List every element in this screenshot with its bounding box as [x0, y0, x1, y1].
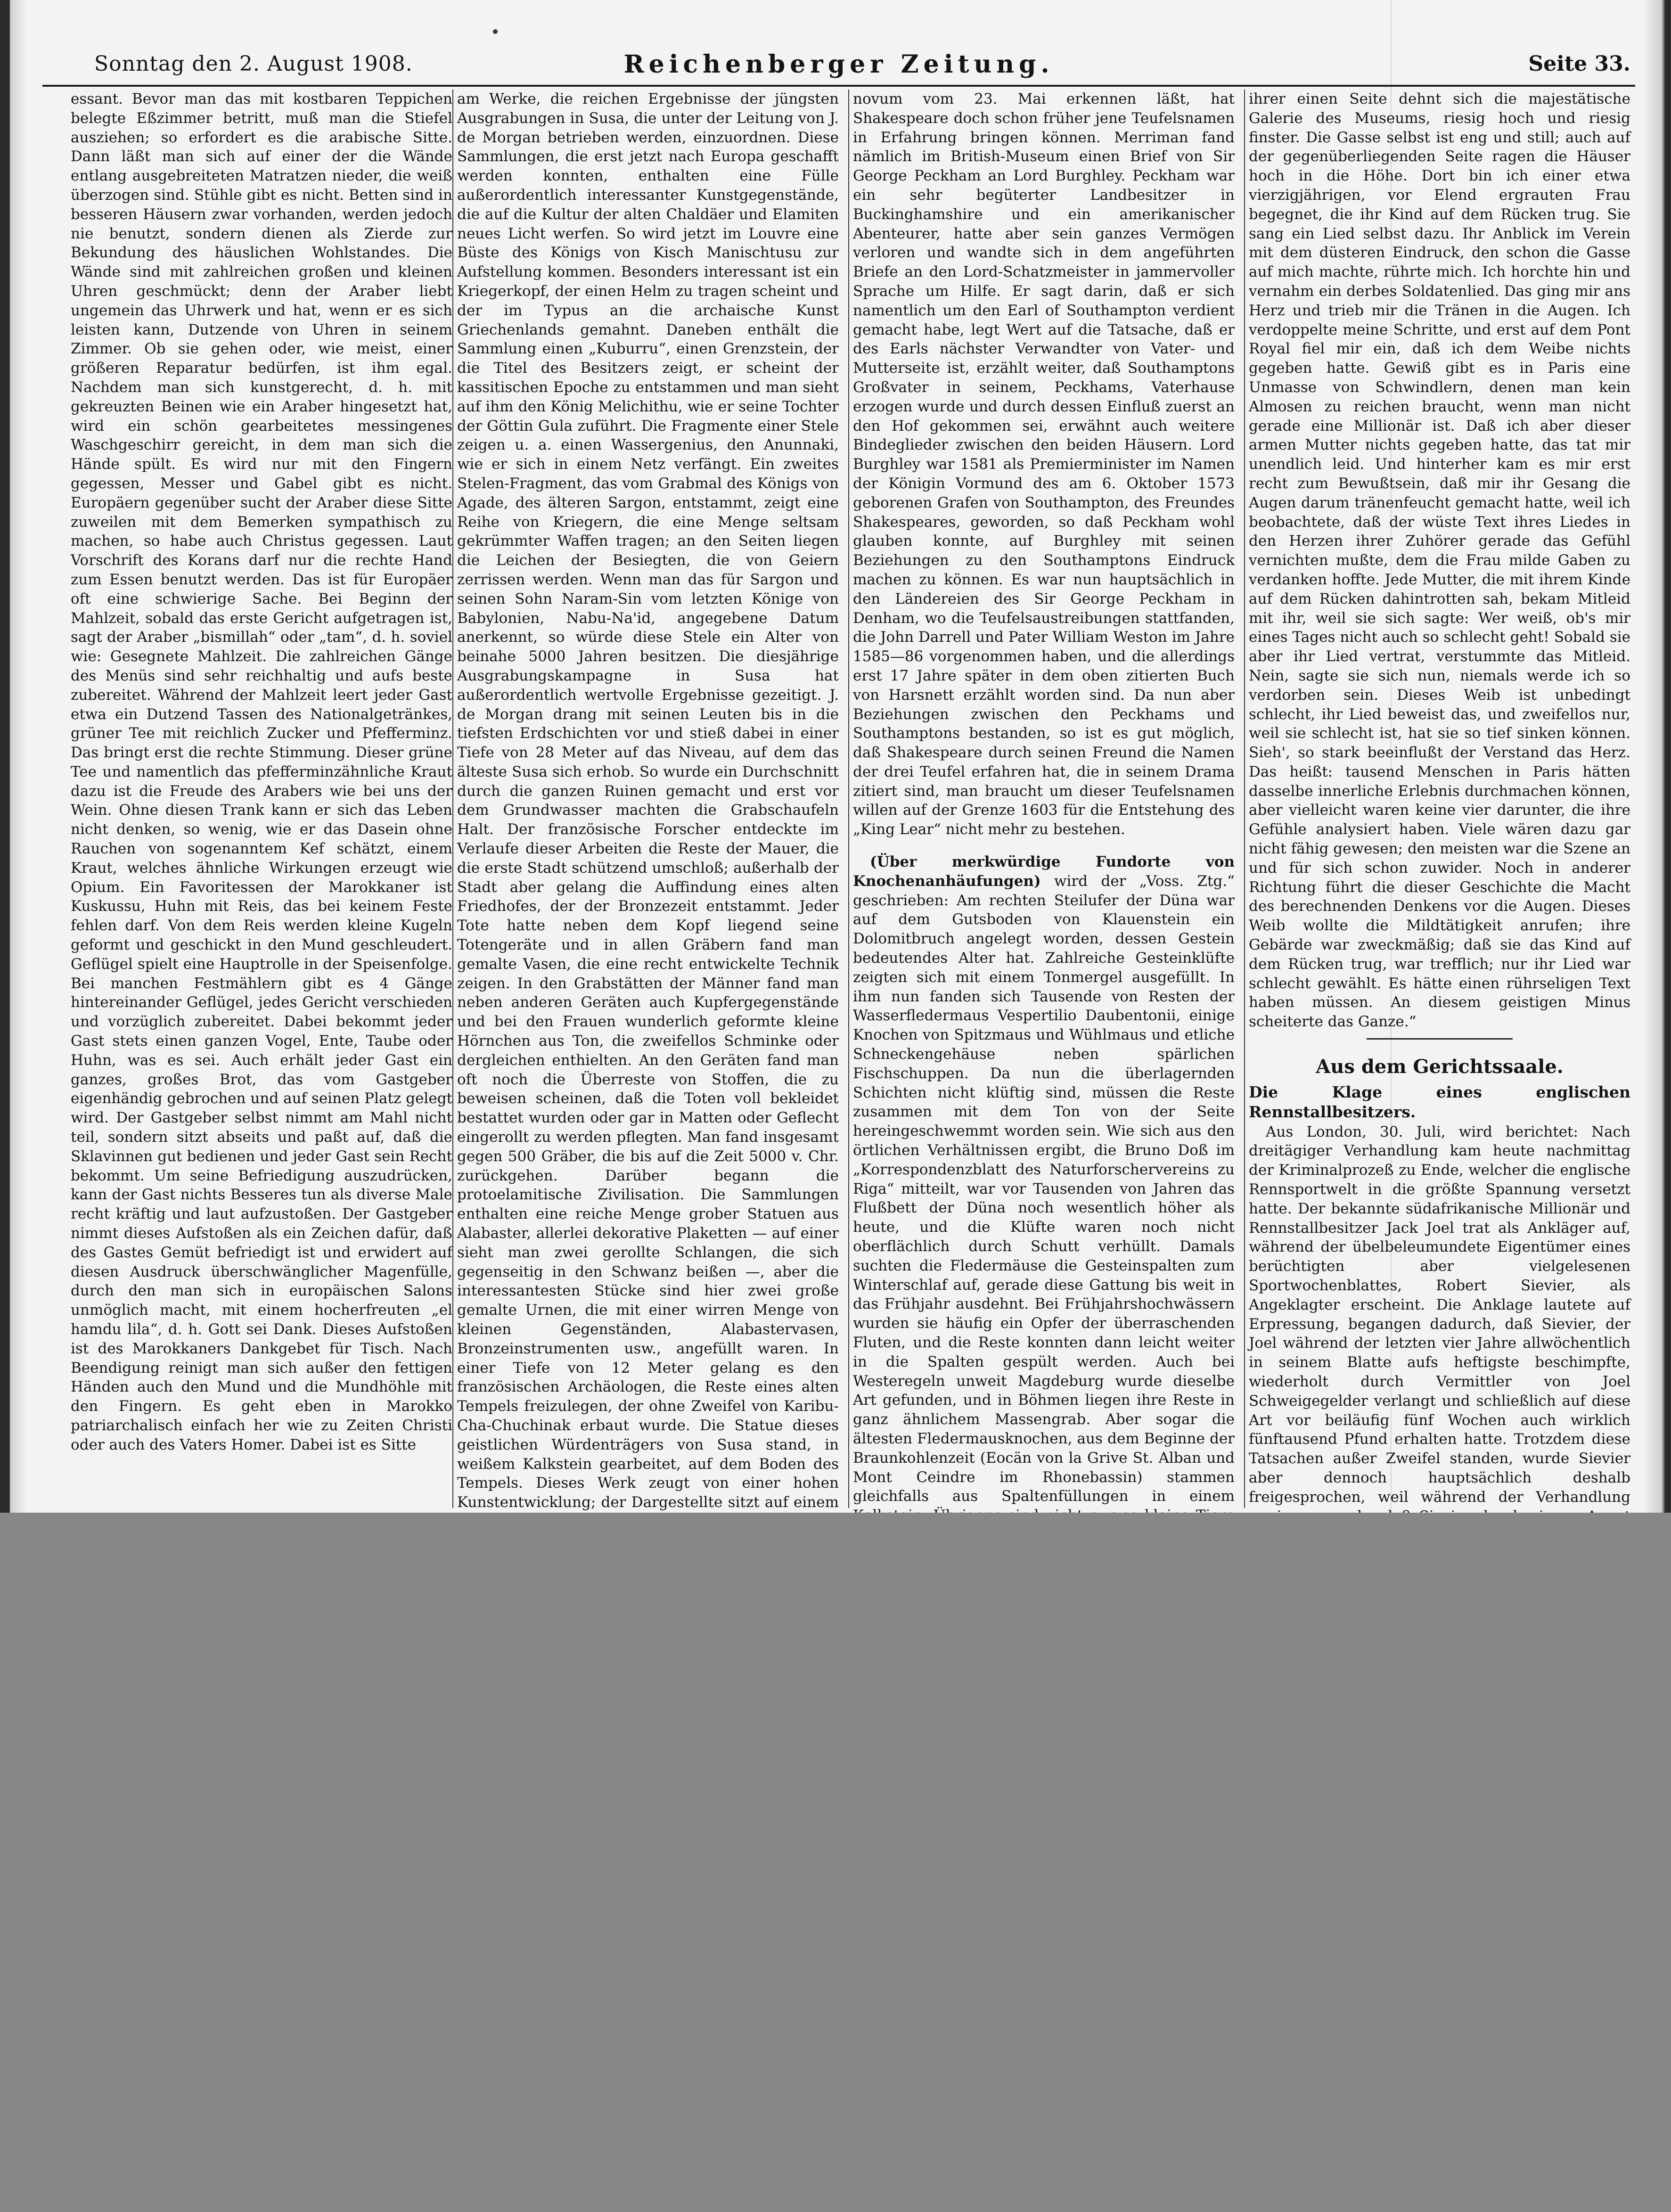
ink-speck — [493, 29, 498, 34]
column-3-text: novum vom 23. Mai erkennen läßt, hat Shakespeare doch schon früher jene Teufelsnamen in Erfahrung bringen können. Merriman fand nämlich im British-Museum einen Brief von Sir George Peckham an Lord Burghley. Peckham war ein sehr begüterter Landbesitzer in Buckinghamshire und ein amerikanischer Abenteurer, hatte aber sein ganzes Vermögen verloren und wandte sich in dem angeführten Briefe an den Lord-Schatzmeister in jammervoller Sprache um Hilfe. Er sagt darin, daß er sich namentlich um den Earl of Southampton verdient gemacht habe, legt Wert auf die Tatsache, daß er des Earls nächster Verwandter von Vater- und Mutterseite ist, erzählt weiter, daß Southamptons Großvater in seinem, Peckhams, Vaterhause erzogen wurde und durch dessen Einfluß zuerst an den Hof gekommen sei, erwähnt auch weitere Bindeglieder zwischen den beiden Häusern. Lord Burghley war 1581 als Premierminister im Namen der Königin Vormund des am 6. Oktober 1573 geborenen Grafen von Southampton, des Freundes Shakespeares, geworden, so daß Peckham wohl glauben konnte, auf Burghley mit seinen Beziehungen zu den Southamptons Eindruck machen zu können. Es war nun hauptsächlich in den Ländereien des Sir George Peckham in Denham, wo die Teufelsaustreibungen stattfanden, die John Darrell und Pater William Weston im Jahre 1585—86 vorgenommen haben, und die allerdings erst 17 Jahre später in dem oben zitierten Buch von Harsnett erzählt worden sind. Da nun aber Beziehungen zwischen den Peckhams und Southamptons bestanden, so ist es gut möglich, daß Shakespeare durch seinen Freund die Namen der drei Teufel erfahren hat, die in seinem Drama zitiert sind, man braucht um dieser Teufelsnamen willen auf der Grenze 1603 für die Entstehung des „King Lear“ nicht mehr zu bestehen. — [853, 90, 1235, 838]
column-4 — [1249, 90, 1630, 1508]
article-columns — [61, 90, 1663, 1511]
column-1 — [71, 90, 452, 1508]
court-article-text: Aus London, 30. Juli, wird berichtet: Nach dreitägiger Verhandlung kam heute nachmittag der Kriminalprozeß zu Ende, welcher die englische Rennsportwelt in die größte Spannung versetzt hatte. Der bekannte südafrikanische Millionär und Rennstallbesitzer Jack Joel trat als Ankläger auf, während der übelbeleumundete Eigentümer eines berüchtigten aber vielgelesenen Sportwochenblattes, Robert Sievier, als Angeklagter erscheint. Die Anklage lautete auf Erpressung, begangen dadurch, daß Sievier, der Joel während der letzten vier Jahre allwöchentlich in seinem Blatte aufs heftigste beschimpfte, wiederholt durch Vermittler von Joel Schweigegelder verlangt und schließlich auf diese Art vor beiläufig fünf Wochen auch wirklich fünftausend Pfund erhalten hatte. Trotzdem diese Tatsachen außer Zweifel standen, wurde Sievier aber dennoch hauptsächlich deshalb freigesprochen, weil während der Verhandlung — [1249, 1123, 1630, 1506]
column-divider — [1244, 90, 1245, 1508]
masthead: Reichenberger Zeitung. — [623, 50, 1054, 79]
scan-left-edge — [0, 0, 26, 1513]
column-2 — [457, 90, 839, 1511]
page-header — [42, 47, 1635, 87]
column-1-text: essant. Bevor man das mit kostbaren Teppichen belegte Eßzimmer betritt, muß man die Stiefel ausziehen; so erfordert es die arabische Sitte. Dann läßt man sich auf einer der die Wände entlang ausgebreiteten Matratzen nieder, die weiß überzogen sind. Stühle gibt es nicht. Betten sind in besseren Häusern zwar vorhanden, werden jedoch nie benutzt, sondern dienen als Zierde zur Bekundung des häuslichen Wohlstandes. Die Wände sind mit zahlreichen großen und kleinen Uhren geschmückt; denn der Araber liebt ungemein das Uhrwerk und hat, wenn er es sich leisten kann, Dutzende von Uhren in seinem Zimmer. Ob sie gehen oder, wie meist, einer größeren Reparatur bedürfen, ist ihm egal. Nachdem man sich kunstgerecht, d. h. mit gekreuzten Beinen wie ein Araber hingesetzt hat, wird ein schön gearbeitetes messingenes Waschgeschirr gereicht, in dem man sich die Hände spült. Es wird nur mit den Fingern gegessen, Messer und Gabel gibt es nicht. Europäern gegenüber sucht der Araber diese Sitte zuweilen mit dem Bemerken sympathisch zu machen, so habe auch Christus gegessen. Laut Vorschrift des Korans darf nur die rechte Hand zum Essen benutzt werden. Das ist für Europäer oft eine schwierige Sache. Bei Beginn der Mahlzeit, sobald das erste Gericht aufgetragen ist, sagt der Araber „bismillah“ oder „tam“, d. h. soviel wie: Gesegnete Mahlzeit. Die zahlreichen Gänge des Menüs sind sehr reichhaltig und aufs beste zubereitet. Während der Mahlzeit leert jeder Gast etwa ein Dutzend Tassen des Nationalgetränkes, grüner Tee mit reichlich Zucker und Pfefferminz. Das bringt erst die rechte Stimmung. Dieser grüne Tee und namentlich das pfefferminzähnliche Kraut dazu ist die Freude des Arabers wie bei uns der Wein. Ohne diesen Trank kann er sich das Leben nicht denken, so wenig, wie er das Dasein ohne Rauchen von sogenanntem Kef schätzt, einem Kraut, welches ähnliche Wirkungen erzeugt wie Opium. Ein Favoritessen der Marokkaner ist Kuskussu, Huhn mit Reis, das bei keinem Feste fehlen darf. Von dem Reis werden kleine Kugeln geformt und geschickt in den Mund geschleudert. Geflügel spielt eine Hauptrolle in der Speisenfolge. Bei manchen Festmählern gibt es 4 Gänge hintereinander Geflügel, jedes Gericht verschieden und vorzüglich zubereitet. Dabei bekommt jeder Gast stets einen ganzen Vogel, Ente, Taube oder Huhn, was es sei. Auch erhält jeder Gast ein ganzes, großes Brot, das vom Gastgeber eigenhändig gebrochen und auf seinen Platz gelegt wird. Der Gastgeber selbst nimmt am Mahl nicht teil, sondern sitzt abseits und paßt auf, daß die Sklavinnen gut bedienen und jeder Gast sein Recht bekommt. Um seine Befriedigung auszudrücken, kann der Gast nichts Besseres tun als diverse Male recht kräftig und laut aufzustoßen. Der Gastgeber nimmt dieses Aufstoßen als ein Zeichen dafür, daß des Gastes Gemüt befriedigt ist und erwidert auf diesen Ausdruck überschwänglicher Magenfülle, durch den man sich in europäischen Salons unmöglich macht, mit einem hocherfreuten „el hamdu lila“, d. h. Gott sei Dank. Dieses Aufstoßen ist des Marokkaners Dankgebet für Tisch. Nach Beendigung reinigt man sich außer den fettigen Händen auch den Mund und die Mundhöhle mit den Fingern. Es geht eben in Marokko patriarchalisch einfach her wie zu Zeiten Christi oder auch des Vaters Homer. Dabei ist es Sitte — [71, 90, 452, 1453]
column-4-text: ihrer einen Seite dehnt sich die majestätische Galerie des Museums, riesig hoch und riesig finster. Die Gasse selbst ist eng und still; auch auf der gegenüberliegenden Seite ragen die Häuser hoch in die Höhe. Dort bin ich einer etwa vierzigjährigen, vor Elend ergrauten Frau begegnet, die ihr Kind auf dem Rücken trug. Sie sang ein Lied selbst dazu. Ihr Anblick im Verein mit dem düsteren Eindruck, den schon die Gasse auf mich machte, rührte mich. Ich horchte hin und vernahm ein derbes Soldatenlied. Das ging mir ans Herz und trieb mir die Tränen in die Augen. Ich verdoppelte meine Schritte, und erst auf dem Pont Royal fiel mir ein, daß ich dem Weibe nichts gegeben hatte. Gewiß gibt es in Paris eine Unmasse von Schwindlern, denen man kein Almosen zu reichen braucht, wenn man nicht gerade eine Millionär ist. Daß ich aber dieser armen Mutter nichts gegeben hatte, das tat mir unendlich leid. Und hinterher kam es mir erst recht zum Bewußtsein, daß mir ihr Gesang die Augen darum tränenfeucht gemacht hatte, weil ich beobachtete, daß der wüste Text ihres Liedes in den Herzen ihrer Zuhörer gerade das Gefühl vernichten mußte, dem die Frau milde Gaben zu verdanken hoffte. Jede Mutter, die mit ihrem Kinde auf dem Rücken dahintrotten sah, bekam Mitleid mit ihr, weil sie sich sagte: Wer weiß, ob's mir eines Tages nicht auch so schlecht geht! Sobald sie aber ihr Lied vertrat, verstummte das Mitleid. Nein, sagte sie sich nun, niemals werde ich so verdorben sein. Dieses Weib ist unbedingt schlecht, ihr Lied beweist das, und zweifellos nur, weil sie schlecht ist, hat sie so tief sinken können. Sieh', so stark beeinflußt der Verstand das Herz. Das heißt: tausend Menschen in Paris hätten dasselbe innerliche Erlebnis durchmachen können, aber vielleicht waren keine vier darunter, die ihre Gefühle analysiert haben. Viele wären dazu gar nicht fähig gewesen; den meisten war die Szene an und für sich schon zuwider. Noch in anderer Richtung führt die dieser Geschichte die Macht des berechnenden Denkens vor die Augen. Dieses Weib wollte die Mildtätigkeit anrufen; ihre Gebärde war zweckmäßig; daß sie das Kind auf dem Rücken trug, war trefflich; nur ihr Lied war schlecht gewählt. Es hätte einen rührseligen Text haben müssen. An diesem geistigen Minus scheiterte das Ganze.“ — [1249, 90, 1630, 1031]
section-title: Aus dem Gerichtssaale. — [1316, 1056, 1564, 1078]
notice-body: wird der „Voss. Ztg.“ geschrieben: Am rechten Steilufer der Düna war auf dem Gutsboden von Klauenstein ein Dolomitbruch angelegt worden, dessen Gestein bedeutendes Alter hat. Zahlreiche Gesteinklüfte zeigten sich mit einem Tonmergel ausgefüllt. In ihm nun fanden sich Tausende von Resten der Wasserfledermaus Vespertilio Daubentonii, einige Knochen von Spitzmaus und Wühlmaus und etliche Schneckengehäuse neben spärlichen Fischschuppen. Da nun die überlagernden Schichten nicht klüftig sind, müssen die Reste zusammen mit dem Ton von der Seite hereingeschwemmt worden sein. Wie sich aus den örtlichen Verhältnissen ergibt, die Bruno Doß im „Korrespondenzblatt des Naturforschervereins zu Riga“ mitteilt, war vor Tausenden von Jahren das Flußbett der Düna noch wesentlich höher als heute, und die Klüfte waren noch nicht oberflächlich durch Schutt verhüllt. Damals suchten die Fledermäuse die Gesteinspalten zum Winterschlaf auf, gerade diese Gattung bis weit in das Frühjahr ausdehnt. Bei Frühjahrshochwässern wurden sie häufig ein Opfer der überraschenden Fluten, und die Reste konnten dann leicht weiter in die Spalten gespült werden. Auch bei Westeregeln unweit Magdeburg wurde dieselbe Art gefunden, und in Böhmen liegen ihre Reste in ganz ähnlichem Massengrab. Aber sogar die ältesten Fledermausknochen, aus dem Beginne der Braunkohlenzeit (Eocän von la Grive St. Alban und Mont Ceindre im Rhonebassin) stammen gleichfalls aus Spaltenfüllungen in einem — [853, 872, 1235, 1505]
column-divider — [848, 90, 849, 1508]
section-rule — [1367, 1038, 1513, 1040]
column-2-text: am Werke, die reichen Ergebnisse der jüngsten Ausgrabungen in Susa, die unter der Leitung von J. de Morgan betrieben werden, einzuordnen. Diese Sammlungen, die erst jetzt nach Europa geschafft werden konnten, enthalten eine Fülle außerordentlich interessanter Kunstgegenstände, die auf die Kultur der alten Chaldäer und Elamiten neues Licht werfen. So wird jetzt im Louvre eine Büste des Königs von Kisch Manischtusu zur Aufstellung kommen. Besonders interessant ist ein Kriegerkopf, der einen Helm zu tragen scheint und der im Typus an die archaische Kunst Griechenlands gemahnt. Daneben enthält die Sammlung einen „Kuburru“, einen Grenzstein, der die Titel des Besitzers zeigt, er scheint der kassitischen Epoche zu entstammen und man sieht auf ihm den König Melichithu, wie er seine Tochter der Göttin Gula zuführt. Die Fragmente einer Stele zeigen u. a. einen Wassergenius, den Anunnaki, wie er sich in einem Netz verfängt. Ein zweites Stelen-Fragment, das vom Grabmal des Königs von Agade, des älteren Sargon, entstammt, zeigt eine Reihe von Kriegern, die eine Menge seltsam gekrümmter Waffen tragen; an den Seiten liegen die Leichen der Besiegten, die von Geiern zerrissen werden. Wenn man das für Sargon und seinen Sohn Naram-Sin vom letzten Könige von Babylonien, Nabu-Na'id, angegebene Datum anerkennt, so würde diese Stele ein Alter von beinahe 5000 Jahren besitzen. Die diesjährige Ausgrabungskampagne in Susa hat außerordentlich wertvolle Ergebnisse gezeitigt. J. de Morgan drang mit seinen Leuten bis in die tiefsten Erdschichten vor und stieß dabei in einer Tiefe von 28 Meter auf das Niveau, auf dem das älteste Susa sich erhob. So wurde ein Durchschnitt durch die ganzen Ruinen gemacht und erst vor dem Grundwasser machten die Grabschaufeln Halt. Der französische Forscher entdeckte im Verlaufe dieser Arbeiten die Reste der Mauer, die die erste Stadt schützend umschloß; außerhalb der Stadt aber gelang die Auffindung eines alten Friedhofes, der der Bronzezeit entstammt. Jeder Tote hatte neben dem Kopf liegend seine Totengeräte und in allen Gräbern fand man gemalte Vasen, die eine recht entwickelte Technik zeigen. In den Grabstätten der Männer fand man neben anderen Geräten auch Kupfergegenstände und bei den Frauen wunderlich geformte kleine Hörnchen aus Ton, die zweifellos Schminke oder dergleichen enthielten. An den Geräten fand man oft noch die Überreste von Stoffen, die zu beweisen scheinen, daß die Toten voll bekleidet bestattet wurden oder gar in Matten oder Geflecht eingerollt zu werden pflegten. Man fand insgesamt gegen 500 Gräber, die bis auf die Zeit 5000 v. Chr. zurückgehen. Darüber begann die protoelamitische Zivilisation. Die Sammlungen enthalten eine reiche Menge grober Statuen aus Alabaster, allerlei dekorative Plaketten — auf einer sieht man zwei gerollte Schlangen, die sich gegenseitig in den Schwanz beißen —, aber die interessantesten Stücke sind hier zwei große gemalte Urnen, die mit einer wirren Menge von kleinen Gegenständen, Alabastervasen, Bronzeinstrumenten usw., angefüllt waren. In einer Tiefe von 12 Meter gelang es den französischen Archäologen, die Reste eines alten Tempels freizulegen, der ohne Zweifel von Karibu-Cha-Chuchinak erbaut wurde. Die Statue dieses geistlichen Würdenträgers von Susa stand, in weißem Kalkstein gearbeitet, auf dem Boden des Tempels. Dieses Werk zeugt von einer hohen Kunstentwicklung; der Dargestellte sitzt auf einem — [457, 90, 839, 1511]
column-divider — [452, 90, 453, 1508]
notice-headline: (Über merkwürdige Fundorte von Knochenanhäufungen) — [853, 853, 1235, 890]
column-3 — [853, 90, 1235, 1508]
issue-date: Sonntag den 2. August 1908. — [94, 52, 413, 76]
grey-background — [0, 1513, 1671, 2212]
article-subhead: Die Klage eines englischen Rennstallbesitzers. — [1249, 1083, 1630, 1121]
page-number: Seite 33. — [1528, 52, 1630, 76]
